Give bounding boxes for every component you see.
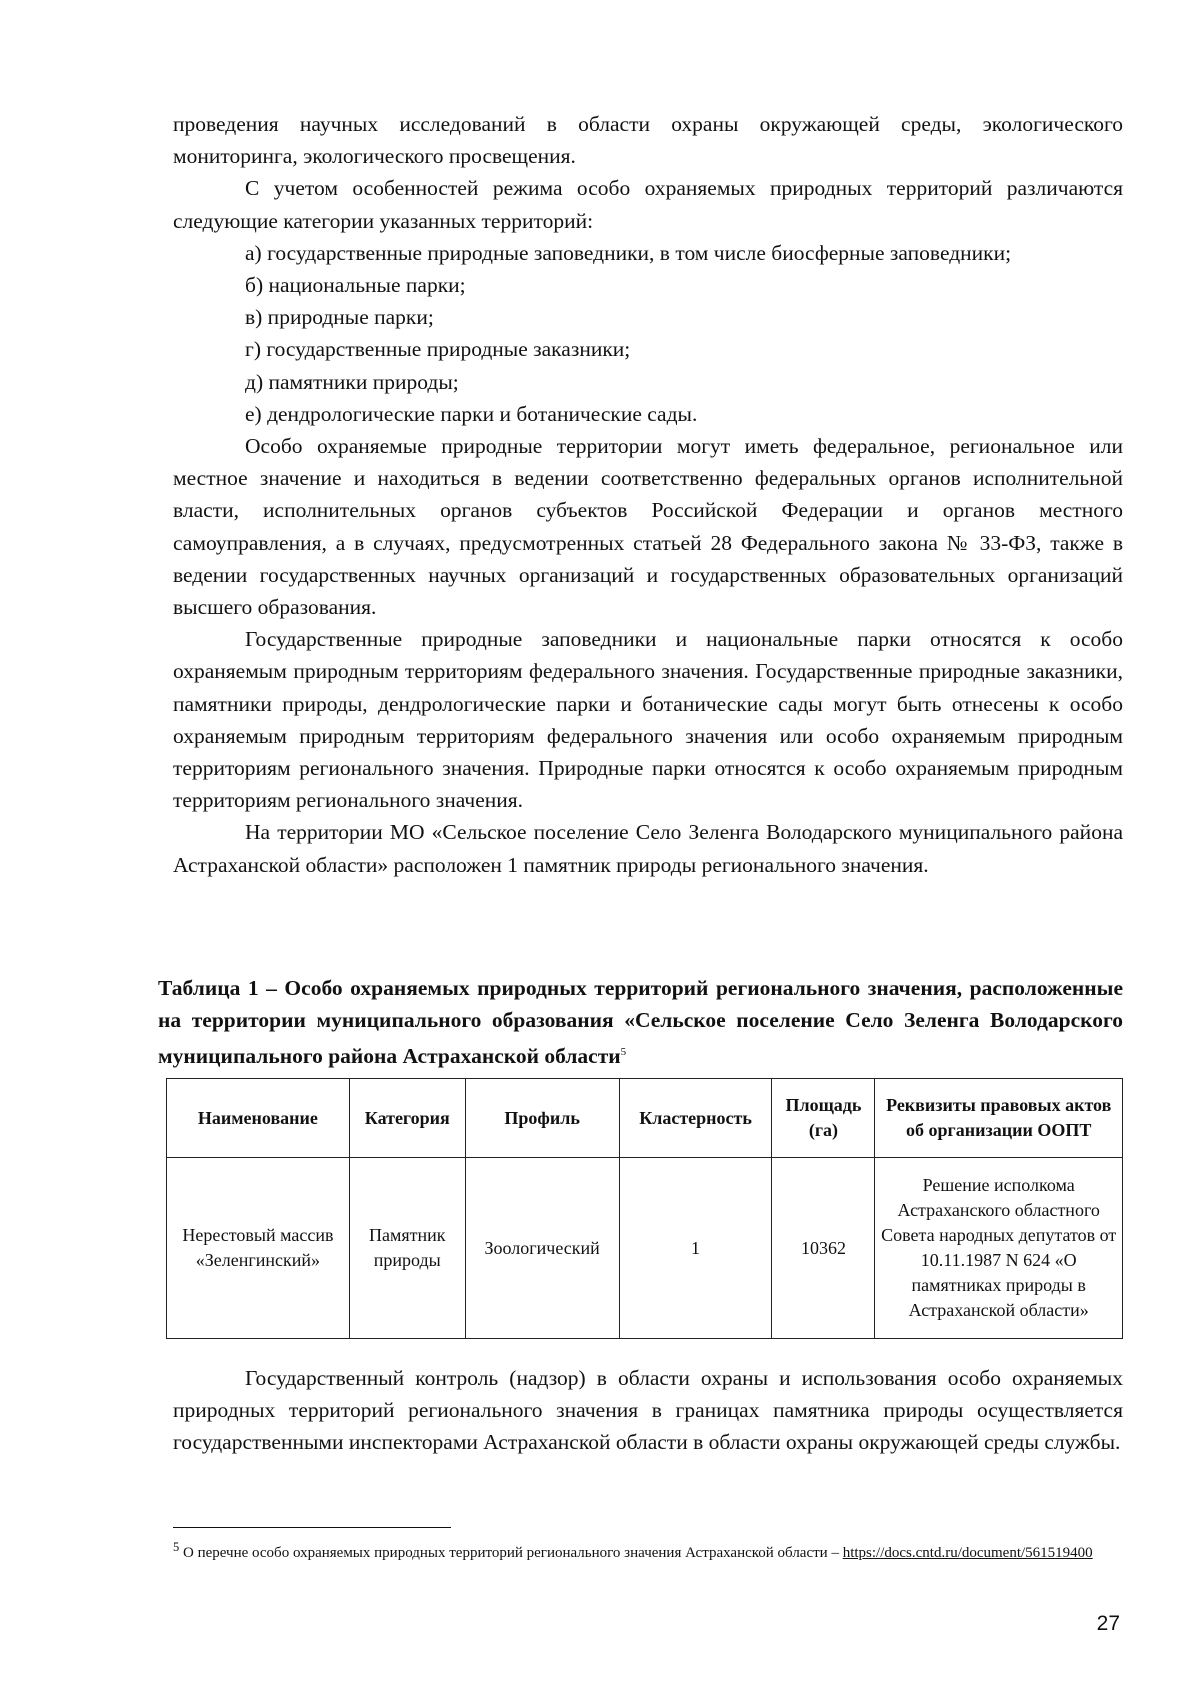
table-cell: 1 bbox=[619, 1158, 772, 1339]
paragraph: проведения научных исследований в области охраны окружающей среды, экологического мониторинга, экологического просвещения. bbox=[173, 112, 1123, 169]
column-header: Реквизиты правовых актов об организации ООПТ bbox=[875, 1079, 1123, 1158]
page-number: 27 bbox=[1096, 1612, 1120, 1635]
paragraph: Государственный контроль (надзор) в области охраны и использования особо охраняемых природных территорий регионального значения в границах памятника природы осуществляется государственными инспекторами Астраханской области в области охраны окружающей среды службы. bbox=[173, 1366, 1123, 1455]
column-header: Профиль bbox=[465, 1079, 619, 1158]
table-cell: 10362 bbox=[772, 1158, 875, 1339]
table-cell: Зоологический bbox=[465, 1158, 619, 1339]
column-header: Кластерность bbox=[619, 1079, 772, 1158]
list-item: д) памятники природы; bbox=[245, 369, 459, 394]
paragraph: На территории МО «Сельское поселение Село Зеленга Володарского муниципального района Астраханской области» расположен 1 памятник природы регионального значения. bbox=[173, 820, 1123, 877]
footnote-text: О перечне особо охраняемых природных территорий регионального значения Астраханской области – bbox=[183, 1545, 839, 1561]
footnote-link[interactable]: https://docs.cntd.ru/document/561519400 bbox=[842, 1545, 1093, 1561]
column-header: Категория bbox=[349, 1079, 465, 1158]
table-cell: Памятник природы bbox=[349, 1158, 465, 1339]
column-header: Наименование bbox=[167, 1079, 350, 1158]
list-item: г) государственные природные заказники; bbox=[245, 337, 631, 362]
paragraph: С учетом особенностей режима особо охраняемых природных территорий различаются следующие категории указанных территорий: bbox=[173, 176, 1123, 233]
table-row bbox=[167, 1158, 1123, 1339]
table-caption-text: Таблица 1 – Особо охраняемых природных территорий регионального значения, расположенные на территории муниципального образования «Сельское поселение Село Зеленга Володарского муниципального района Астраханской области bbox=[158, 976, 1123, 1069]
list-item: а) государственные природные заповедники, в том числе биосферные заповедники; bbox=[245, 240, 1012, 265]
footnote-number: 5 bbox=[173, 1540, 180, 1554]
list-item: е) дендрологические парки и ботанические сады. bbox=[245, 401, 698, 426]
table-cell: Решение исполкома Астраханского областного Совета народных депутатов от 10.11.1987 N 624 «О памятниках природы в Астраханской области» bbox=[875, 1158, 1123, 1339]
column-header: Площадь (га) bbox=[772, 1079, 875, 1158]
oopt-table bbox=[166, 1078, 1123, 1339]
table-cell: Нерестовый массив «Зеленгинский» bbox=[167, 1158, 350, 1339]
body-text bbox=[173, 108, 1123, 881]
footnote-ref[interactable]: 5 bbox=[620, 1046, 627, 1058]
list-item: б) национальные парки; bbox=[245, 273, 466, 298]
table-header-row bbox=[167, 1079, 1123, 1158]
body-text-after-table bbox=[173, 1362, 1123, 1459]
paragraph: Государственные природные заповедники и национальные парки относятся к особо охраняемым природным территориям федерального значения. Государственные природные заказники, памятники природы, дендрологические парки и ботанические сады могут быть отнесены к особо охраняемым природным территориям федерального значения или особо охраняемым природным территориям регионального значения. Природные парки относятся к особо охраняемым природным территориям регионального значения. bbox=[173, 627, 1123, 813]
list-item: в) природные парки; bbox=[245, 305, 434, 330]
paragraph: Особо охраняемые природные территории могут иметь федеральное, региональное или местное значение и находиться в ведении соответственно федеральных органов исполнительной власти, исполнительных органов субъектов Российской Федерации и органов местного самоуправления, а в случаях, предусмотренных статьей 28 Федерального закона № 33-ФЗ, также в ведении государственных научных организаций и государственных образовательных организаций высшего образования. bbox=[173, 434, 1123, 620]
table-caption bbox=[158, 972, 1123, 1072]
footnote-divider bbox=[173, 1527, 451, 1528]
footnote bbox=[173, 1536, 1123, 1564]
